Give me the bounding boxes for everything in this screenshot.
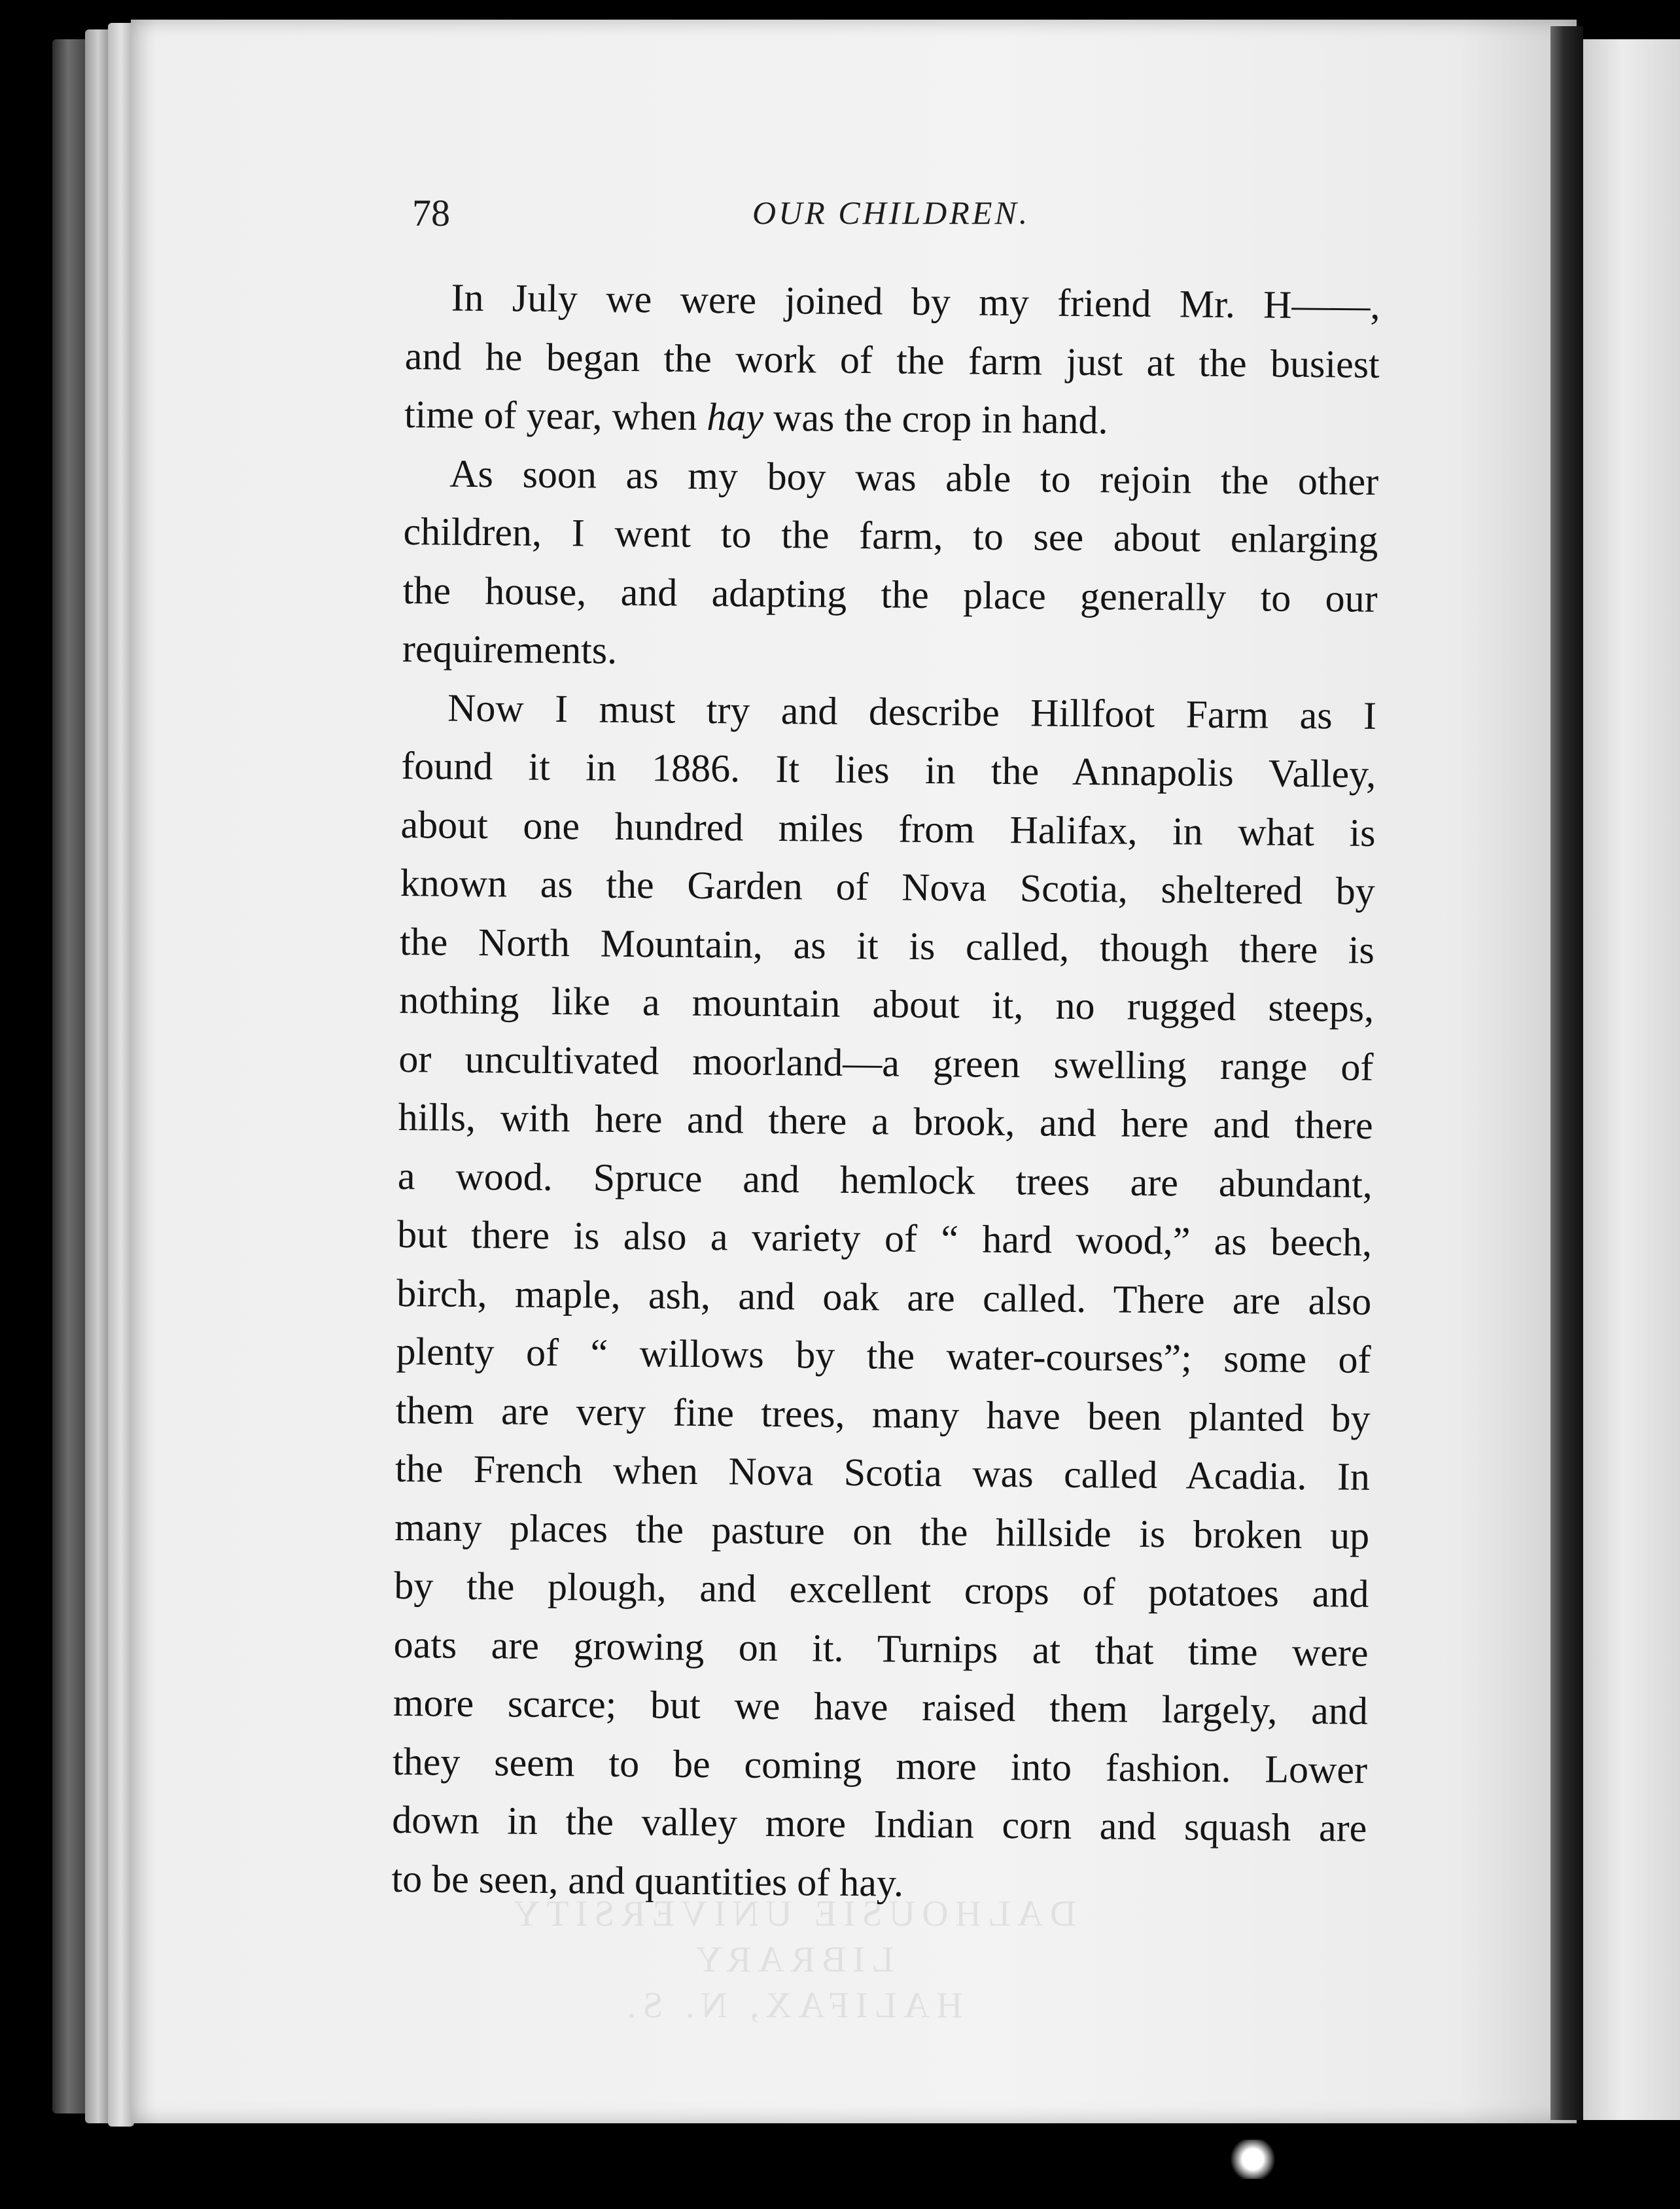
bleed-through-stamp — [497, 1891, 1086, 2028]
text-line: but there is also a variety of “ hard wood,” as beech, — [396, 1212, 1373, 1264]
text-line: to be seen, and quantities of hay. — [391, 1856, 904, 1905]
text-line: found it in 1886. It lies in the Annapolis Valley, — [401, 743, 1376, 796]
page-stack-edge — [108, 23, 134, 2127]
text-line: and he began the work of the farm just at the busiest — [404, 334, 1380, 386]
text-line: them are very fine trees, many have been planted by — [395, 1388, 1371, 1440]
text-line: nothing like a mountain about it, no rugged steeps, — [398, 978, 1374, 1030]
text-line: down in the valley more Indian corn and squash are — [392, 1797, 1367, 1850]
page-number: 78 — [412, 192, 450, 234]
body-text — [391, 268, 1380, 1917]
text-line: hills, with here and there a brook, and here and there — [398, 1095, 1373, 1147]
text-line: the North Mountain, as it is called, though there is — [399, 919, 1375, 972]
text-line: they seem to be coming more into fashion. Lower — [392, 1739, 1368, 1792]
text-line: the house, and adapting the place generally to our — [402, 568, 1378, 620]
stamp-line: LIBRARY — [689, 1939, 894, 1980]
paragraph — [402, 444, 1379, 686]
paragraph — [404, 268, 1380, 452]
scan-dust-mark — [1230, 2140, 1276, 2179]
italic-word: hay — [707, 395, 764, 439]
text-line: oats are growing on it. Turnips at that time were — [393, 1622, 1369, 1674]
text-line: plenty of “ willows by the water-courses”; some of — [396, 1329, 1371, 1381]
text-line: a wood. Spruce and hemlock trees are abundant, — [397, 1154, 1373, 1206]
text-line: children, I went to the farm, to see about enlarging — [403, 509, 1378, 561]
stamp-line: DALHOUSIE UNIVERSITY — [506, 1894, 1077, 1934]
page-stack-edge — [85, 29, 111, 2123]
text-line: Now I must try and describe Hillfoot Farm as I — [447, 686, 1377, 737]
text-line: time of year, when hay was the crop in hand. — [404, 392, 1108, 442]
book-gutter — [1550, 26, 1583, 2120]
text-line: birch, maple, ash, and oak are called. There are also — [396, 1271, 1372, 1323]
text-line: more scarce; but we have raised them largely, and — [393, 1680, 1369, 1733]
text-line: In July we were joined by my friend Mr. H——, — [451, 275, 1380, 327]
running-head: OUR CHILDREN. — [752, 194, 1030, 231]
text-line: by the plough, and excellent crops of potatoes and — [394, 1563, 1369, 1616]
text-line: or uncultivated moorland—a green swelling range of — [398, 1036, 1374, 1089]
text-line: As soon as my boy was able to rejoin the other — [449, 451, 1379, 503]
stamp-line: HALIFAX, N. S. — [620, 1985, 963, 2026]
facing-page-edge — [1583, 39, 1680, 2120]
text-line: known as the Garden of Nova Scotia, sheltered by — [400, 860, 1376, 913]
text-line: the French when Nova Scotia was called Acadia. In — [394, 1446, 1371, 1498]
text-line: about one hundred miles from Halifax, in what is — [400, 802, 1376, 855]
text-line: many places the pasture on the hillside is broken up — [394, 1505, 1370, 1557]
paragraph — [391, 678, 1376, 1916]
text-line: requirements. — [402, 626, 618, 672]
page-header — [412, 191, 1374, 243]
